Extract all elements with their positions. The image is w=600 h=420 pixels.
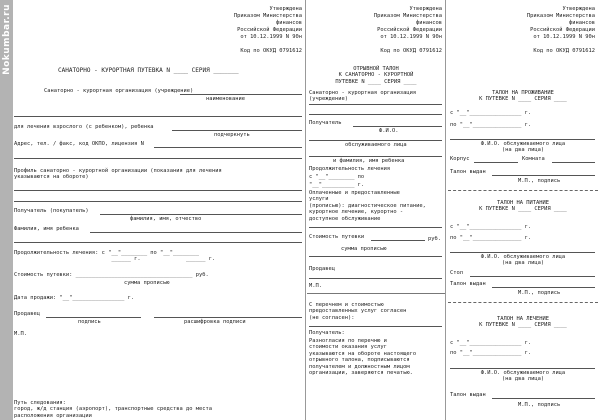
stub-cost-field[interactable] [371,240,425,241]
stub-seller-field[interactable] [309,278,442,279]
stub-fio-caption: Ф.И.О. [379,128,399,134]
approval-line: финансов [569,20,595,26]
stub-title: ОТРЫВНОЙ ТАЛОН К САНАТОРНО - КУРОРТНОЙ ПУТЕВКЕ N ____ СЕРИЯ ____ [335,66,417,85]
profile-label: Профиль санаторно - курортной организации (показания для лечения указываются на обороте) [14,168,222,181]
for-caption: подчеркнуть [214,132,250,138]
watermark-text: Nokumbar.ru [2,4,12,75]
stub-served-caption: обслуживаемого лица [345,142,407,148]
stub-disagreement-text: Разногласия по перечню и стоимости оказания услуг указываются на обороте настоящего отрывного талона, подписываются получателем и должностным лицом организации, заверяются печатью. [309,338,417,377]
watermark-strip [0,0,13,420]
meals-fio-caption: Ф.И.О. обслуживаемого лица (на два лица) [480,254,566,267]
stub-duration-to: "__"__________ г. [309,182,365,188]
recipient-label: Получатель (покупатель) [14,208,89,214]
stub-child-field[interactable] [309,156,442,157]
approval-line: Приказом Министерства [233,13,302,19]
sign-caption: подпись [78,319,101,325]
voucher-title: САНАТОРНО - КУРОРТНАЯ ПУТЕВКА N ____ СЕРИЯ _______ [58,67,239,74]
for-label: для лечения взрослого (с ребенком), ребенка [14,124,154,130]
slip-cut-line [448,302,598,303]
accommodation-issued-field[interactable] [492,175,595,176]
child-label: Фамилия, имя ребенка [14,226,79,232]
approval-line: Российской Федерации [377,27,442,33]
stub-org-field[interactable] [309,104,442,105]
main-voucher-panel [14,0,306,420]
approval-line: Утверждена [409,6,442,12]
approval-line: Российской Федерации [530,27,595,33]
okud-code: Код по ОКУД 0791612 [533,48,595,54]
stub-paid-field[interactable] [309,227,442,228]
stub-agree-field[interactable] [309,326,442,327]
accommodation-from: с "__"________________ г. [450,110,532,116]
treatment-slip-title: ТАЛОН НА ЛЕЧЕНИЕ К ПУТЕВКЕ N ____ СЕРИЯ ____ [479,316,567,329]
treatment-issued-field[interactable] [492,398,595,399]
accommodation-fio-caption: Ф.И.О. обслуживаемого лица (на два лица) [480,141,566,154]
seller-sign-field[interactable] [46,317,141,318]
approval-line: финансов [416,20,442,26]
approval-line: Утверждена [269,6,302,12]
stub-recipient-field-2[interactable] [309,140,442,141]
okud-code: Код по ОКУД 0791612 [380,48,442,54]
stub-org-label: Санаторно - курортная организация (учреждение) [309,90,417,103]
accommodation-slip-title: ТАЛОН НА ПРОЖИВАНИЕ К ПУТЕВКЕ N ____ СЕРИЯ ____ [479,90,567,103]
duration-label: Продолжительность лечения: с "__"________ по "__"________ ______ г. ______ г. [14,250,216,263]
approval-line: от 10.12.1999 N 90н [380,34,442,40]
stub-mp: М.П. [309,283,322,289]
org-caption: наименование [206,96,245,102]
child-field-2[interactable] [14,242,302,243]
org-label: Санаторно - курортная организация (учреждение) [44,88,194,94]
cost-caption: сумма прописью [124,280,170,286]
address-field[interactable] [154,147,302,148]
corpus-label: Корпус [450,156,470,162]
stub-duration-label: Продолжительность лечения [309,166,391,172]
stub-cost-caption: сумма прописью [341,246,387,252]
meals-to: по "__"_______________ г. [450,235,532,241]
slips-panel [448,0,598,420]
cost-label: Стоимость путевки: ____________________________________ руб. [14,272,209,278]
seller-name-field[interactable] [154,317,302,318]
org-field[interactable] [180,94,302,95]
stub-cost-unit: руб. [428,236,441,242]
stub-duration-from: с "__"________ по [309,174,365,180]
corpus-field[interactable] [474,162,518,163]
meals-fio-field[interactable] [450,252,595,253]
return-stub-panel [307,0,446,420]
stub-child-caption: и фамилия, имя ребенка [333,158,405,164]
recipient-field[interactable] [100,214,302,215]
stub-paid-services: Оплаченные и предоставленные услуги (прописью): диагностическое питание, курортное лечение, курортно - доступное обслуживание [309,190,426,222]
stol-label: Стол [450,270,463,276]
treatment-mp-sign: М.П., подпись [518,402,561,408]
seller-label: Продавец [14,311,40,317]
stub-seller-label: Продавец [309,266,335,272]
accommodation-mp-sign: М.П., подпись [518,178,561,184]
meals-issued-label: Талон выдан [450,281,486,287]
mp-stamp: М.П. [14,331,27,337]
profile-field[interactable] [14,190,302,191]
approval-line: от 10.12.1999 N 90н [533,34,595,40]
stub-org-field-2[interactable] [309,114,442,115]
okud-code: Код по ОКУД 0791612 [240,48,302,54]
stub-recipient-label: Получатель [309,120,342,126]
approval-line: финансов [276,20,302,26]
accommodation-issued-label: Талон выдан [450,169,486,175]
meals-issued-field[interactable] [492,287,595,288]
approval-line: Приказом Министерства [526,13,595,19]
profile-field-2[interactable] [14,201,302,202]
stol-field[interactable] [470,276,595,277]
accommodation-fio-field[interactable] [450,139,595,140]
treatment-fio-caption: Ф.И.О. обслуживаемого лица (на два лица) [480,370,566,383]
child-field[interactable] [90,232,302,233]
room-label: Комната [522,156,545,162]
treatment-from: с "__"________________ г. [450,340,532,346]
sign-decoded-caption: расшифровка подписи [184,319,246,325]
stub-recipient2-label: Получатель: [309,330,345,336]
stub-agree-text: С перечнем и стоимостью предоставленных услуг согласен (не согласен): [309,302,407,321]
meals-from: с "__"________________ г. [450,224,532,230]
approval-line: Утверждена [562,6,595,12]
recipient-caption: фамилия, имя, отчество [130,216,202,222]
approval-line: Российской Федерации [237,27,302,33]
address-label: Адрес, тел. / факс, код ОКПО, лицензия N [14,141,144,147]
stub-cost-label: Стоимость путевки [309,234,365,240]
address-field-2[interactable] [14,158,302,159]
stub-cost-field-2[interactable] [309,256,442,257]
treatment-issued-label: Талон выдан [450,392,486,398]
stub-divider [307,293,445,294]
for-field[interactable] [172,130,302,131]
route-label: Путь следования: город, ж/д станция (аэропорт), транспортные средства до места расположения организации [14,400,212,419]
slip-cut-line [448,190,598,191]
stub-recipient-field[interactable] [353,126,442,127]
org-field-2[interactable] [14,116,302,117]
meals-mp-sign: М.П., подпись [518,290,561,296]
sale-date: Дата продажи: "__"________________ г. [14,295,135,301]
treatment-fio-field[interactable] [450,368,595,369]
treatment-to: по "__"_______________ г. [450,350,532,356]
meals-slip-title: ТАЛОН НА ПИТАНИЕ К ПУТЕВКЕ N ____ СЕРИЯ ____ [479,200,567,213]
approval-line: Приказом Министерства [373,13,442,19]
accommodation-to: по "__"_______________ г. [450,122,532,128]
room-field[interactable] [552,162,595,163]
approval-line: от 10.12.1999 N 90н [240,34,302,40]
